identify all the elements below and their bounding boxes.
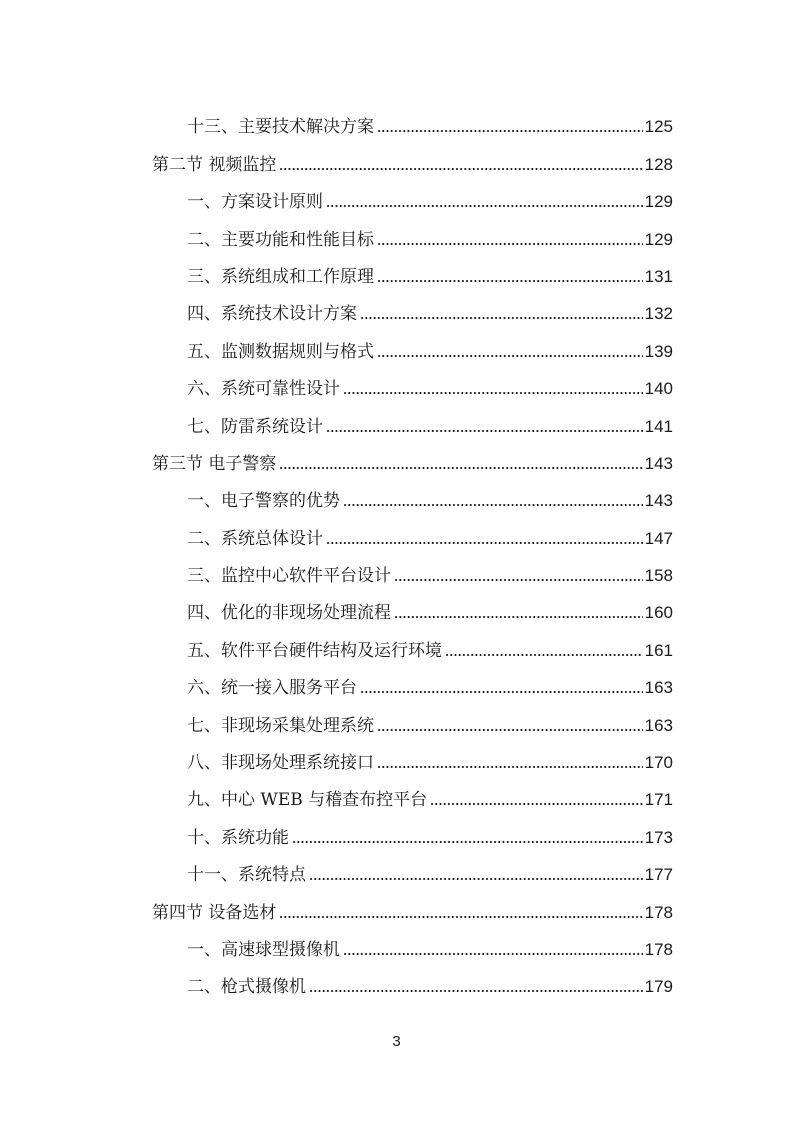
toc-entry-title: 第三节 电子警察 (152, 453, 277, 474)
toc-dot-leader (343, 503, 643, 507)
toc-entry-title: 四、系统技术设计方案 (187, 304, 357, 325)
page-number: 3 (392, 1033, 401, 1050)
toc-entry-title: 一、高速球型摄像机 (187, 939, 340, 960)
toc-subsection-entry (152, 550, 673, 587)
toc-subsection-entry (152, 400, 673, 437)
toc-entry-title: 八、非现场处理系统接口 (187, 753, 374, 774)
toc-dot-leader (430, 802, 642, 806)
toc-dot-leader (377, 354, 643, 358)
toc-entry-page: 158 (644, 566, 673, 586)
toc-entry-page: 125 (644, 117, 673, 137)
toc-entry-title: 九、中心 WEB 与稽查布控平台 (187, 790, 428, 811)
toc-entry-page: 178 (644, 939, 673, 959)
toc-subsection-entry (152, 849, 673, 886)
toc-entry-title: 七、非现场采集处理系统 (187, 715, 374, 736)
toc-dot-leader (394, 615, 643, 619)
toc-subsection-entry (152, 288, 673, 325)
toc-dot-leader (377, 765, 643, 769)
toc-subsection-entry (152, 587, 673, 624)
toc-subsection-entry (152, 699, 673, 736)
toc-entry-page: 141 (644, 416, 673, 436)
toc-dot-leader (360, 690, 643, 694)
toc-subsection-entry (152, 475, 673, 512)
toc-dot-leader (360, 316, 643, 320)
toc-subsection-entry (152, 325, 673, 362)
toc-dot-leader (279, 167, 642, 171)
toc-section-entry (152, 438, 673, 475)
toc-entry-page: 177 (644, 865, 673, 885)
toc-subsection-entry (152, 961, 673, 998)
toc-subsection-entry (152, 176, 673, 213)
toc-entry-title: 六、统一接入服务平台 (187, 678, 357, 699)
toc-entry-page: 131 (644, 266, 673, 286)
toc-entry-page: 143 (644, 453, 673, 473)
toc-dot-leader (445, 653, 643, 657)
toc-entry-title: 三、系统组成和工作原理 (187, 266, 374, 287)
toc-dot-leader (309, 877, 643, 881)
toc-dot-leader (394, 578, 643, 582)
toc-dot-leader (279, 466, 642, 470)
toc-entry-title: 四、优化的非现场处理流程 (187, 603, 391, 624)
toc-subsection-entry (152, 251, 673, 288)
toc-entry-page: 163 (644, 715, 673, 735)
toc-subsection-entry (152, 811, 673, 848)
toc-entry-title: 一、电子警察的优势 (187, 491, 340, 512)
toc-entry-page: 129 (644, 192, 673, 212)
toc-section-entry (152, 886, 673, 923)
toc-entry-page: 129 (644, 229, 673, 249)
toc-dot-leader (292, 840, 643, 844)
toc-entry-title: 二、枪式摄像机 (187, 977, 306, 998)
toc-dot-leader (377, 242, 643, 246)
toc-entry-title: 六、系统可靠性设计 (187, 379, 340, 400)
toc-entry-title: 第四节 设备选材 (152, 902, 277, 923)
toc-entry-page: 179 (644, 977, 673, 997)
toc-subsection-entry (152, 774, 673, 811)
toc-dot-leader (326, 204, 643, 208)
toc-dot-leader (377, 129, 643, 133)
toc-entry-title: 五、软件平台硬件结构及运行环境 (187, 640, 442, 661)
toc-subsection-entry (152, 213, 673, 250)
toc-entry-title: 第二节 视频监控 (152, 154, 277, 175)
toc-entry-page: 160 (644, 603, 673, 623)
toc-dot-leader (309, 989, 643, 993)
toc-entry-title: 十、系统功能 (187, 827, 289, 848)
toc-subsection-entry (152, 512, 673, 549)
toc-entry-page: 163 (644, 678, 673, 698)
toc-entry-title: 七、防雷系统设计 (187, 416, 323, 437)
toc-entry-page: 140 (644, 379, 673, 399)
toc-dot-leader (377, 279, 643, 283)
toc-section-entry (152, 138, 673, 175)
toc-entry-title: 五、监测数据规则与格式 (187, 341, 374, 362)
toc-entry-title: 二、系统总体设计 (187, 528, 323, 549)
table-of-contents (152, 101, 673, 998)
toc-dot-leader (343, 391, 643, 395)
toc-entry-page: 161 (644, 640, 673, 660)
toc-entry-page: 147 (644, 528, 673, 548)
toc-entry-page: 128 (644, 154, 673, 174)
toc-entry-page: 170 (644, 753, 673, 773)
toc-entry-title: 二、主要功能和性能目标 (187, 229, 374, 250)
toc-subsection-entry (152, 363, 673, 400)
toc-entry-title: 十一、系统特点 (187, 865, 306, 886)
toc-entry-title: 三、监控中心软件平台设计 (187, 566, 391, 587)
toc-entry-page: 178 (644, 902, 673, 922)
toc-entry-page: 173 (644, 827, 673, 847)
toc-entry-page: 143 (644, 491, 673, 511)
toc-entry-title: 一、方案设计原则 (187, 192, 323, 213)
toc-subsection-entry (152, 662, 673, 699)
toc-dot-leader (279, 915, 642, 919)
toc-subsection-entry (152, 737, 673, 774)
toc-subsection-entry (152, 624, 673, 661)
toc-entry-page: 139 (644, 341, 673, 361)
toc-entry-page: 171 (644, 790, 673, 810)
toc-entry-title: 十三、主要技术解决方案 (187, 117, 374, 138)
toc-dot-leader (377, 728, 643, 732)
toc-subsection-entry (152, 924, 673, 961)
toc-subsection-entry (152, 101, 673, 138)
toc-dot-leader (326, 541, 643, 545)
toc-dot-leader (326, 429, 643, 433)
toc-dot-leader (343, 952, 643, 956)
toc-entry-page: 132 (644, 304, 673, 324)
